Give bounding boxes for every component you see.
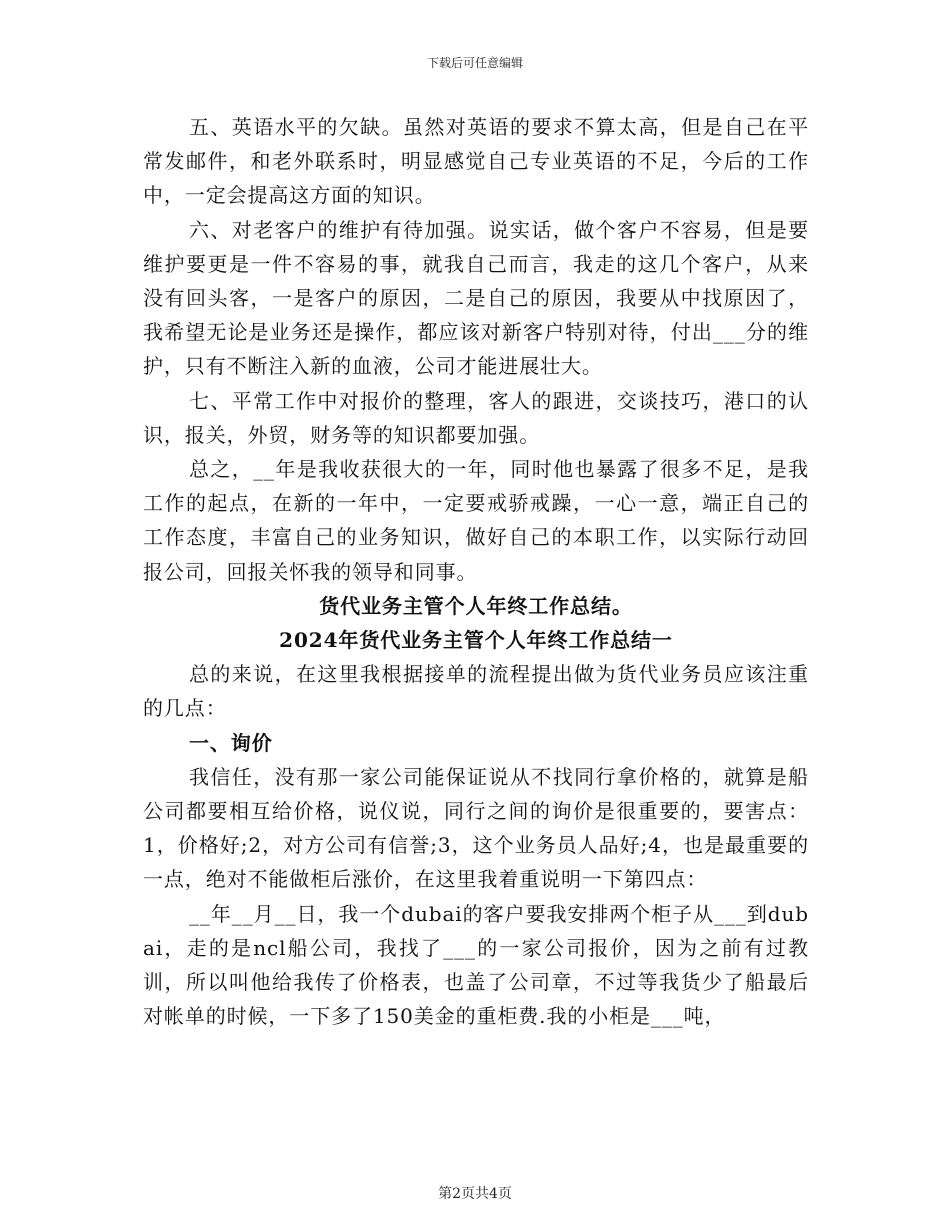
paragraph-client-maintenance: 六、对老客户的维护有待加强。说实话，做个客户不容易，但是要维护要更是一件不容易的事，就我自己而言，我走的这几个客户，从来没有回头客，一是客户的原因，二是自己的原因，我要从中找原因了，我希望无论是业务还是操作，都应该对新客户特别对待，付出___分的维护，只有不断注入新的血液，公司才能进展壮大。 xyxy=(143,217,809,379)
section-heading-inquiry: 一、询价 xyxy=(189,730,273,755)
page-header-note: 下载后可任意编辑 xyxy=(426,56,523,70)
paragraph-inquiry-trust: 我信任，没有那一家公司能保证说从不找同行拿价格的，就算是船公司都要相互给价格，说仪说，同行之间的询价是很重要的，要害点：1，价格好;2，对方公司有信誉;3，这个业务员人品好;4，也是最重要的一点，绝对不能做柜后涨价，在这里我着重说明一下第四点： xyxy=(143,764,809,892)
paragraph-intro: 总的来说，在这里我根据接单的流程提出做为货代业务员应该注重的几点： xyxy=(143,662,809,721)
section-title: 货代业务主管个人年终工作总结。 xyxy=(319,593,633,618)
paragraph-quotation-knowledge: 七、平常工作中对报价的整理，客人的跟进，交谈技巧，港口的认识，报关，外贸，财务等的知识都要加强。 xyxy=(143,388,809,447)
paragraph-summary: 总之，__年是我收获很大的一年，同时他也暴露了很多不足，是我工作的起点，在新的一年中，一定要戒骄戒躁，一心一意，端正自己的工作态度，丰富自己的业务知识，做好自己的本职工作，以实际行动回报公司，回报关怀我的领导和同事。 xyxy=(143,457,809,584)
paragraph-dubai-example: __年__月__日，我一个dubai的客户要我安排两个柜子从___到dubai，走的是ncl船公司，我找了___的一家公司报价，因为之前有过教训，所以叫他给我传了价格表，也盖了公司章，不过等我货少了船最后对帐单的时候，一下多了150美金的重柜费.我的小柜是___吨， xyxy=(143,901,809,1029)
page-footer-number: 第2页共4页 xyxy=(438,1186,512,1202)
document-body xyxy=(143,110,809,1033)
paragraph-english-skills: 五、英语水平的欠缺。虽然对英语的要求不算太高，但是自己在平常发邮件，和老外联系时，明显感觉自己专业英语的不足，今后的工作中，一定会提高这方面的知识。 xyxy=(143,115,809,208)
document-title: 2024年货代业务主管个人年终工作总结一 xyxy=(279,628,673,653)
